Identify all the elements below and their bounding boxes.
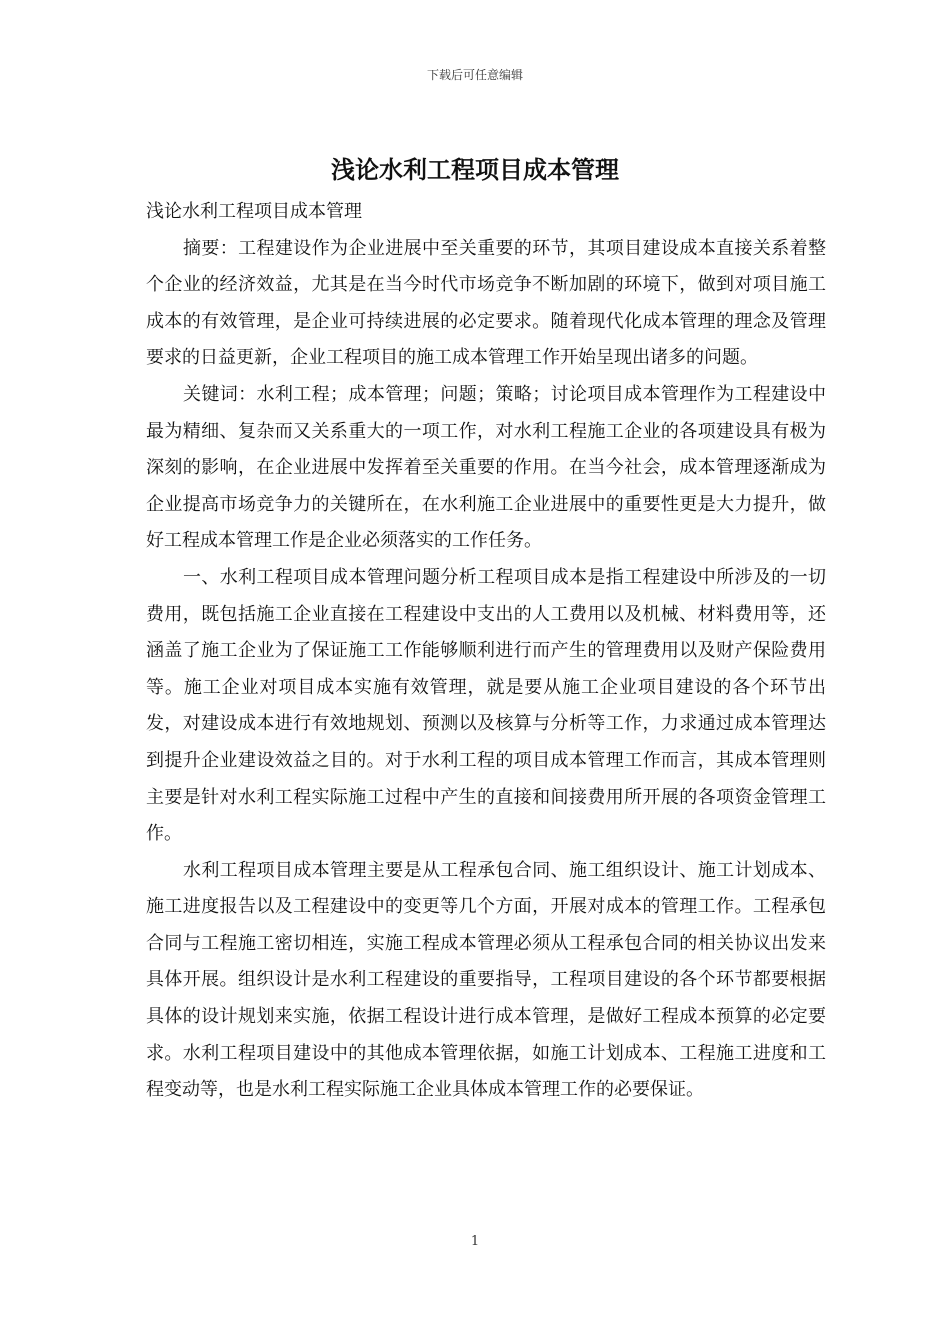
document-subtitle: 浅论水利工程项目成本管理 [146,201,362,222]
document-body [146,194,826,1109]
paragraph-section-one: 一、水利工程项目成本管理问题分析工程项目成本是指工程建设中所涉及的一切费用，既包括施工企业直接在工程建设中支出的人工费用以及机械、材料费用等，还涵盖了施工企业为了保证施工工作能够顺利进行而产生的管理费用以及财产保险费用等。施工企业对项目成本实施有效管理，就是要从施工企业项目建设的各个环节出发，对建设成本进行有效地规划、预测以及核算与分析等工作，力求通过成本管理达到提升企业建设效益之目的。对于水利工程的项目成本管理工作而言，其成本管理则主要是针对水利工程实际施工过程中产生的直接和间接费用所开展的各项资金管理工作。 [146,566,826,845]
paragraph-basis: 水利工程项目成本管理主要是从工程承包合同、施工组织设计、施工计划成本、施工进度报告以及工程建设中的变更等几个方面，开展对成本的管理工作。工程承包合同与工程施工密切相连，实施工程成本管理必须从工程承包合同的相关协议出发来具体开展。组织设计是水利工程建设的重要指导，工程项目建设的各个环节都要根据具体的设计规划来实施，依据工程设计进行成本管理，是做好工程成本预算的必定要求。水利工程项目建设中的其他成本管理依据，如施工计划成本、工程施工进度和工程变动等，也是水利工程实际施工企业具体成本管理工作的必要保证。 [146,859,826,1101]
paragraph-keywords: 关键词：水利工程；成本管理；问题；策略；讨论项目成本管理作为工程建设中最为精细、复杂而又关系重大的一项工作，对水利工程施工企业的各项建设具有极为深刻的影响，在企业进展中发挥着至关重要的作用。在当今社会，成本管理逐渐成为企业提高市场竞争力的关键所在，在水利施工企业进展中的重要性更是大力提升，做好工程成本管理工作是企业必须落实的工作任务。 [146,383,826,552]
page-number: 1 [470,1234,480,1249]
paragraph-abstract: 摘要：工程建设作为企业进展中至关重要的环节，其项目建设成本直接关系着整个企业的经济效益，尤其是在当今时代市场竞争不断加剧的环境下，做到对项目施工成本的有效管理，是企业可持续进展的必定要求。随着现代化成本管理的理念及管理要求的日益更新，企业工程项目的施工成本管理工作开始呈现出诸多的问题。 [146,237,826,369]
document-title: 浅论水利工程项目成本管理 [331,155,619,184]
header-note: 下载后可任意编辑 [426,68,523,82]
